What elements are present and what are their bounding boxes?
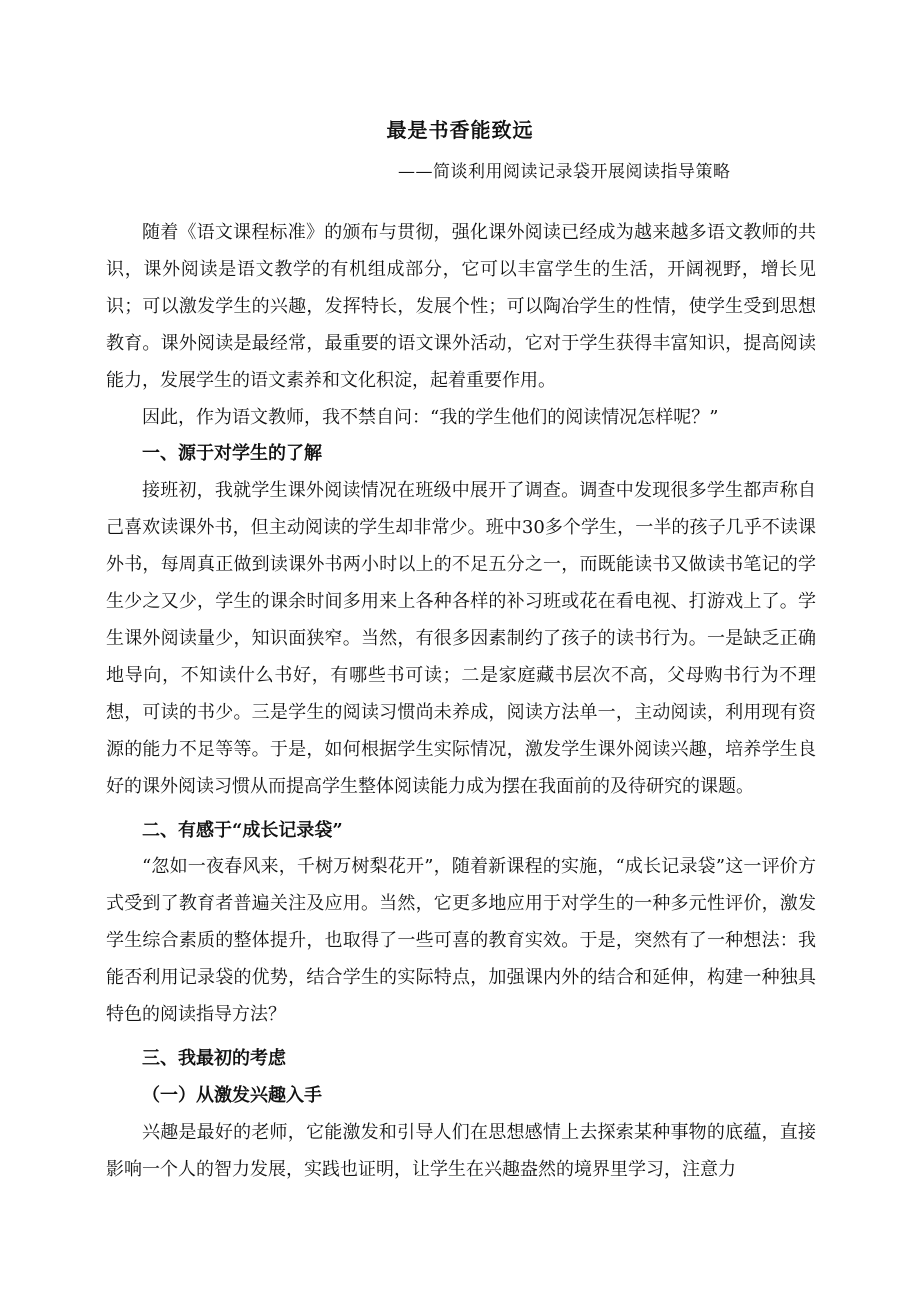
paragraph: “忽如一夜春风来，千树万树梨花开”，随着新课程的实施，“成长记录袋”这一评价方式受到了教育者普遍关注及应用。当然，它更多地应用于对学生的一种多元性评价，激发学生综合素质的整体提升，也取得了一些可喜的教育实效。于是，突然有了一种想法：我能否利用记录袋的优势，结合学生的实际特点，加强课内外的结合和延伸，构建一种独具特色的阅读指导方法？ bbox=[106, 856, 816, 1026]
paragraph: 接班初，我就学生课外阅读情况在班级中展开了调查。调查中发现很多学生都声称自己喜欢读课外书，但主动阅读的学生却非常少。班中30多个学生，一半的孩子几乎不读课外书，每周真正做到读课外书两小时以上的不足五分之一，而既能读书又做读书笔记的学生少之又少，学生的课余时间多用来上各种各样的补习班或花在看电视、打游戏上了。学生课外阅读量少，知识面狭窄。当然，有很多因素制约了孩子的读书行为。一是缺乏正确地导向，不知读什么书好，有哪些书可读；二是家庭藏书层次不高，父母购书行为不理想，可读的书少。三是学生的阅读习惯尚未养成，阅读方法单一，主动阅读，利用现有资源的能力不足等等。于是，如何根据学生实际情况，激发学生课外阅读兴趣，培养学生良好的课外阅读习惯从而提高学生整体阅读能力成为摆在我面前的及待研究的课题。 bbox=[106, 480, 816, 797]
paragraph: 因此，作为语文教师，我不禁自问：“我的学生他们的阅读情况怎样呢？” bbox=[142, 406, 719, 428]
section-heading: 二、有感于“成长记录袋” bbox=[142, 819, 343, 841]
section-heading: 三、我最初的考虑 bbox=[142, 1047, 286, 1069]
paragraph: 随着《语文课程标准》的颁布与贯彻，强化课外阅读已经成为越来越多语文教师的共识，课外阅读是语文教学的有机组成部分，它可以丰富学生的生活，开阔视野，增长见识；可以激发学生的兴趣，发挥特长，发展个性；可以陶冶学生的性情，使学生受到思想教育。课外阅读是最经常，最重要的语文课外活动，它对于学生获得丰富知识，提高阅读能力，发展学生的语文素养和文化积淀，起着重要作用。 bbox=[106, 222, 816, 391]
document-subtitle: ——简谈利用阅读记录袋开展阅读指导策略 bbox=[398, 162, 731, 182]
subsection-heading: （一）从激发兴趣入手 bbox=[142, 1084, 322, 1106]
document-body bbox=[106, 215, 816, 1189]
section-heading: 一、源于对学生的了解 bbox=[142, 443, 322, 465]
document-title: 最是书香能致远 bbox=[386, 118, 534, 142]
paragraph: 兴趣是最好的老师，它能激发和引导人们在思想感情上去探索某种事物的底蕴，直接影响一个人的智力发展，实践也证明，让学生在兴趣盎然的境界里学习，注意力 bbox=[106, 1121, 816, 1180]
